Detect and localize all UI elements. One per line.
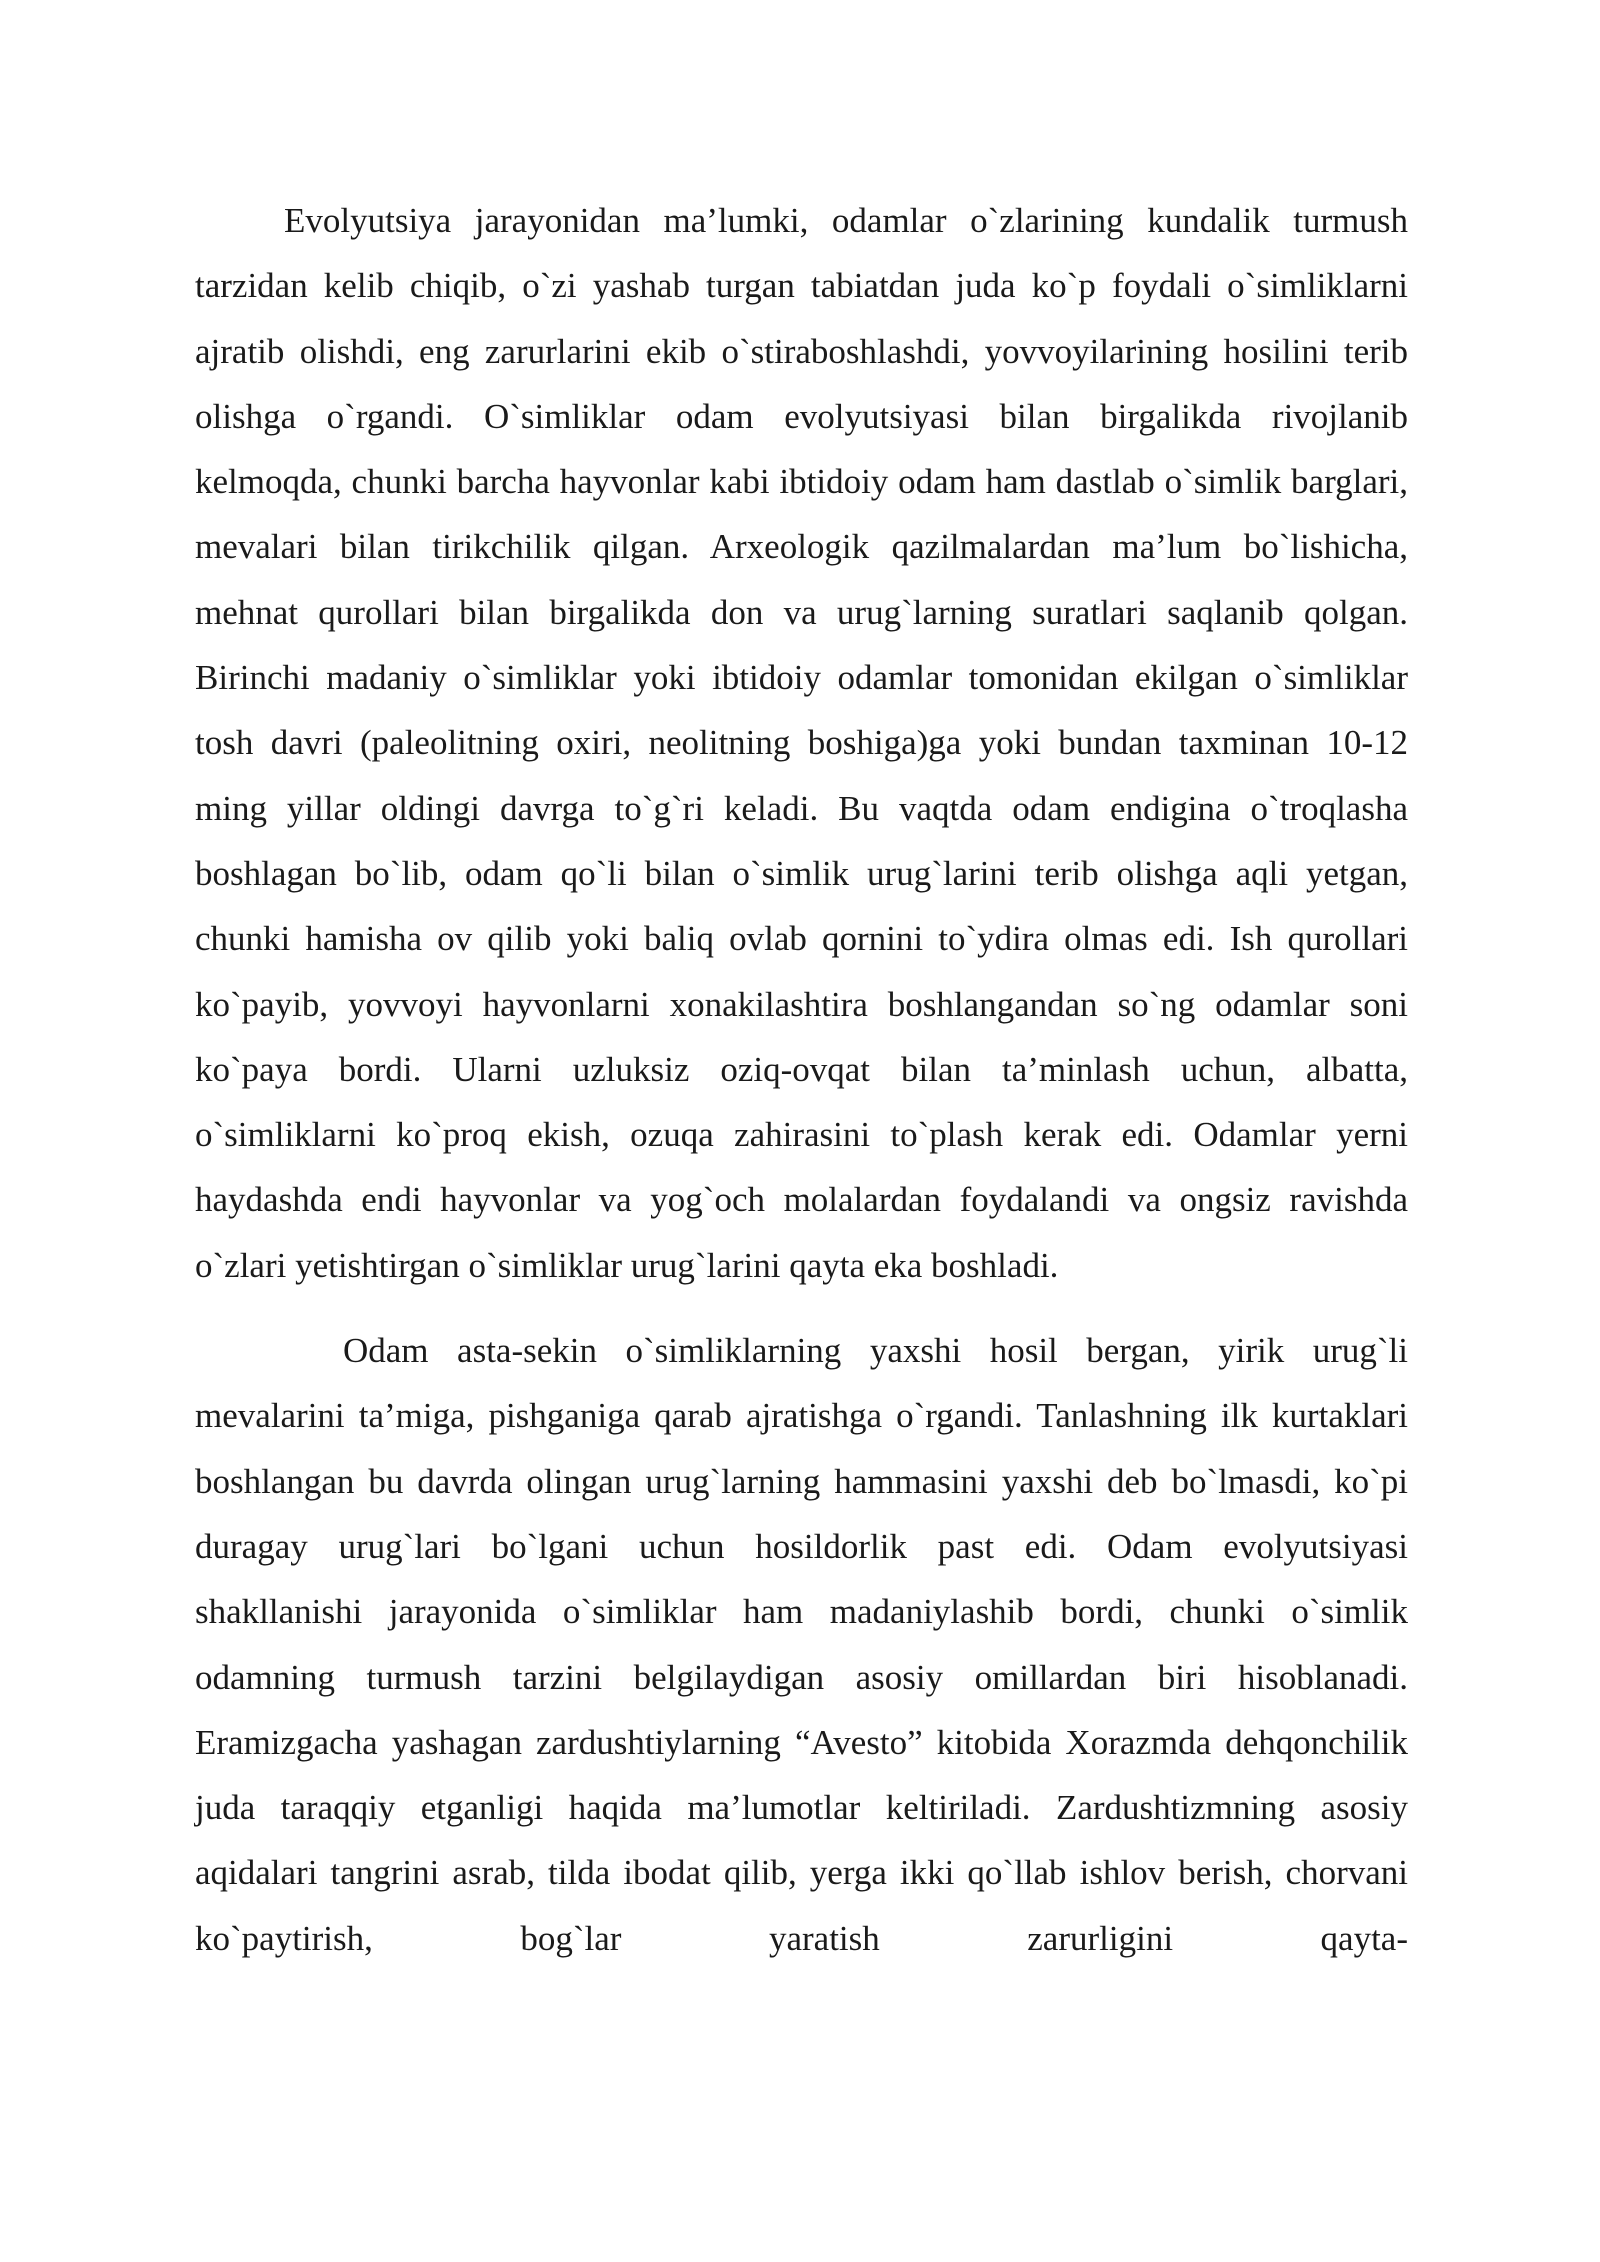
document-body	[195, 188, 1408, 1971]
paragraph-evolution-intro: Evolyutsiya jarayonidan ma’lumki, odamlar o`zlarining kundalik turmush tarzidan kelib chiqib, o`zi yashab turgan tabiatdan juda ko`p foydali o`simliklarni ajratib olishdi, eng zarurlarini ekib o`stiraboshlashdi, yovvoyilarining hosilini terib olishga o`rgandi. O`simliklar odam evolyutsiyasi bilan birgalikda rivojlanib kelmoqda, chunki barcha hayvonlar kabi ibtidoiy odam ham dastlab o`simlik barglari, mevalari bilan tirikchilik qilgan. Arxeologik qazilmalardan ma’lum bo`lishicha, mehnat qurollari bilan birgalikda don va urug`larning suratlari saqlanib qolgan. Birinchi madaniy o`simliklar yoki ibtidoiy odamlar tomonidan ekilgan o`simliklar tosh davri (paleolitning oxiri, neolitning boshiga)ga yoki bundan taxminan 10-12 ming yillar oldingi davrga to`g`ri keladi. Bu vaqtda odam endigina o`troqlasha boshlagan bo`lib, odam qo`li bilan o`simlik urug`larini terib olishga aqli yetgan, chunki hamisha ov qilib yoki baliq ovlab qornini to`ydira olmas edi. Ish qurollari ko`payib, yovvoyi hayvonlarni xonakilashtira boshlangandan so`ng odamlar soni ko`paya bordi. Ularni uzluksiz oziq-ovqat bilan ta’minlash uchun, albatta, o`simliklarni ko`proq ekish, ozuqa zahirasini to`plash kerak edi. Odamlar yerni haydashda endi hayvonlar va yog`och molalardan foydalandi va ongsiz ravishda o`zlari yetishtirgan o`simliklar urug`larini qayta eka boshladi.	[195, 201, 1408, 1285]
paragraph-plant-selection: Odam asta-sekin o`simliklarning yaxshi hosil bergan, yirik urug`li mevalarini ta’miga, pishganiga qarab ajratishga o`rgandi. Tanlashning ilk kurtaklari boshlangan bu davrda olingan urug`larning hammasini yaxshi deb bo`lmasdi, ko`pi duragay urug`lari bo`lgani uchun hosildorlik past edi. Odam evolyutsiyasi shakllanishi jarayonida o`simliklar ham madaniylashib bordi, chunki o`simlik odamning turmush tarzini belgilaydigan asosiy omillardan biri hisoblanadi. Eramizgacha yashagan zardushtiylarning “Avesto” kitobida Xorazmda dehqonchilik juda taraqqiy etganligi haqida ma’lumotlar keltiriladi. Zardushtizmning asosiy aqidalari tangrini asrab, tilda ibodat qilib, yerga ikki qo`llab ishlov berish, chorvani ko`paytirish, bog`lar yaratish zarurligini qayta-	[195, 1331, 1408, 1958]
